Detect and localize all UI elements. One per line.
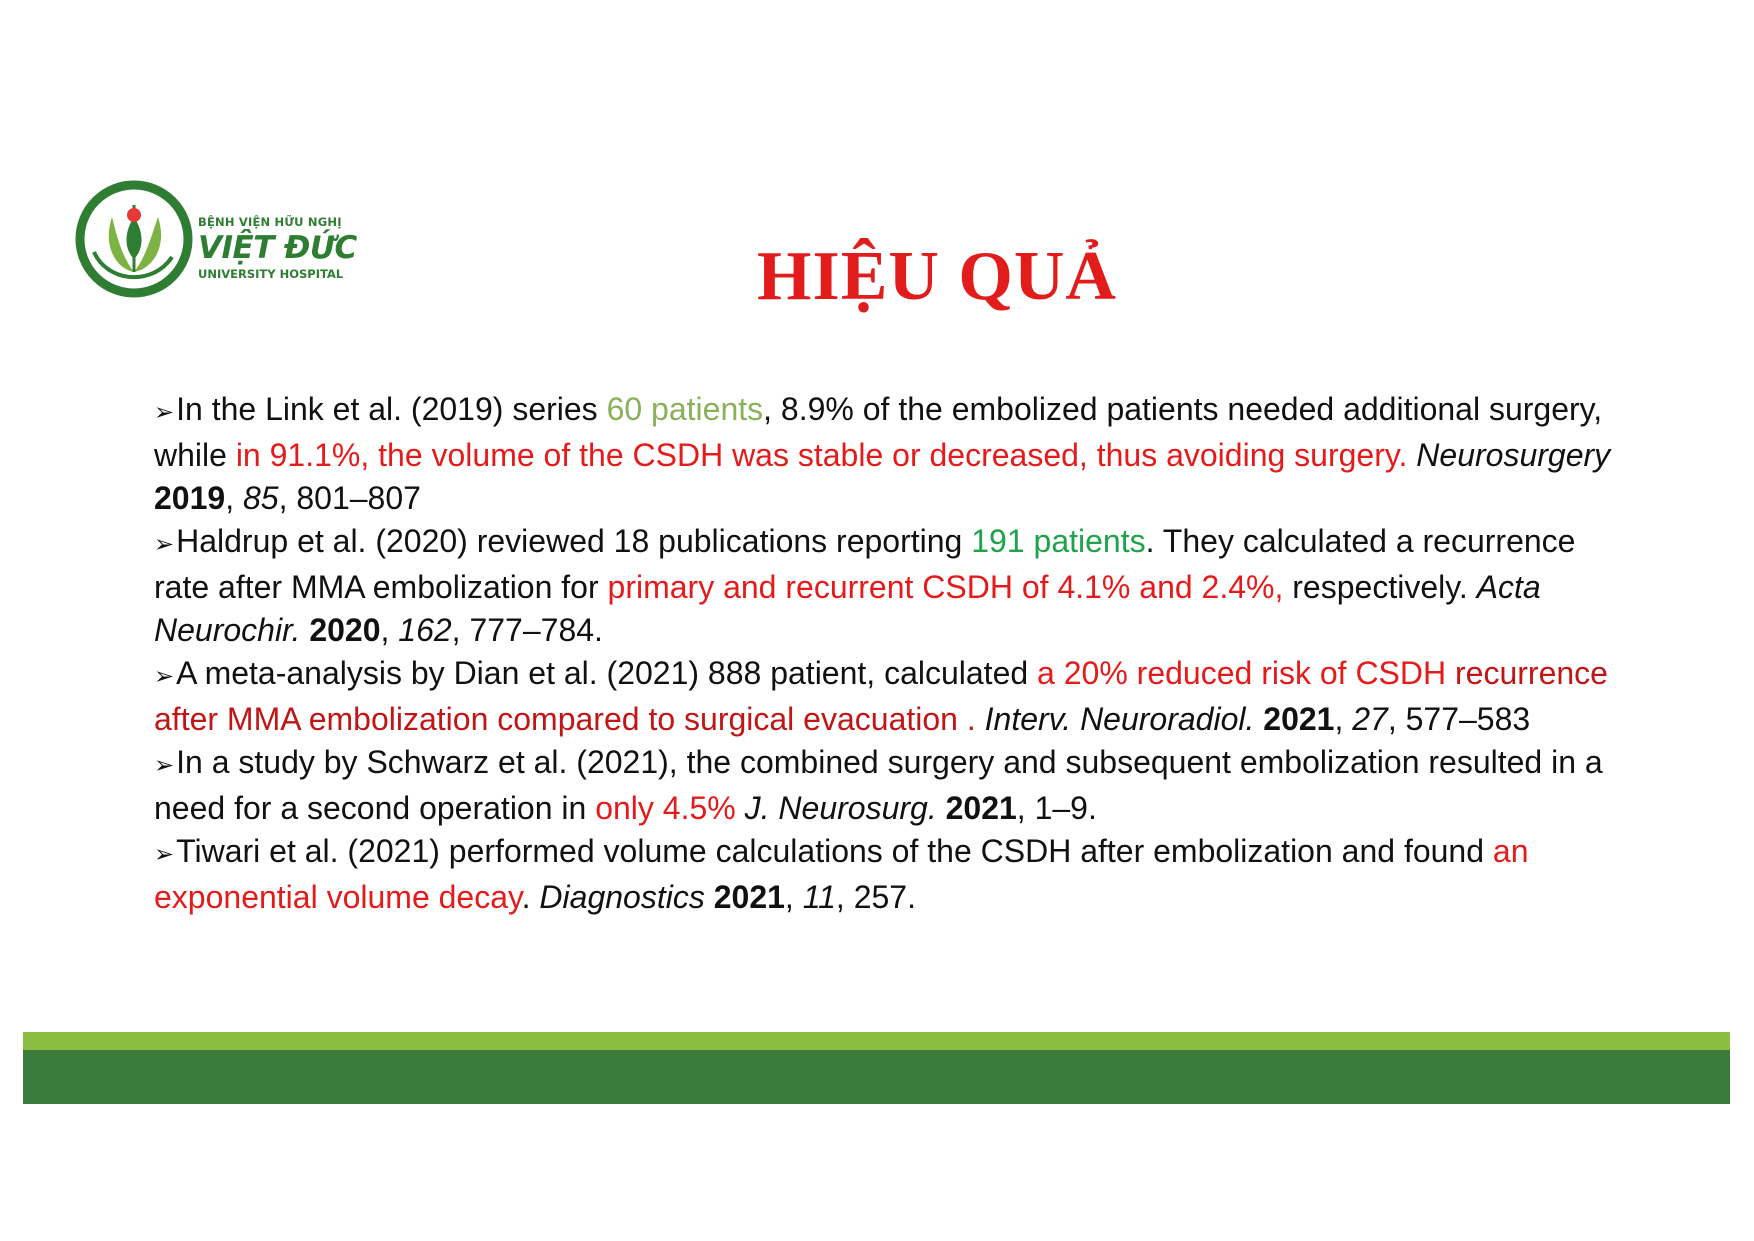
footer-band-dark bbox=[23, 1050, 1730, 1104]
list-item: ➢In a study by Schwarz et al. (2021), the combined surgery and subsequent embolization resulted in a need for a second operation in only 4.5% J. Neurosurg. 2021, 1–9. bbox=[154, 744, 1603, 826]
arrow-bullet-icon: ➢ bbox=[154, 841, 175, 868]
logo-line-3: UNIVERSITY HOSPITAL bbox=[198, 267, 344, 281]
footer-band-light bbox=[23, 1032, 1730, 1050]
list-item: ➢In the Link et al. (2019) series 60 patients, 8.9% of the embolized patients needed additional surgery, while in 91.1%, the volume of the CSDH was stable or decreased, thus avoiding surgery. Neurosurgery 2019, 85, 801–807 bbox=[154, 391, 1611, 516]
logo-line-2: VIỆT ĐỨC bbox=[198, 230, 357, 266]
list-item: ➢A meta-analysis by Dian et al. (2021) 888 patient, calculated a 20% reduced risk of CSDH recurrence after MMA embolization compared to surgical evacuation . Interv. Neuroradiol. 2021, 27, 577–583 bbox=[154, 655, 1608, 737]
bullet-list bbox=[154, 388, 1614, 919]
arrow-bullet-icon: ➢ bbox=[154, 752, 175, 779]
logo-line-1: BỆNH VIỆN HỮU NGHỊ bbox=[198, 215, 342, 229]
page-title: HIỆU QUẢ bbox=[757, 238, 1117, 315]
arrow-bullet-icon: ➢ bbox=[154, 663, 175, 690]
arrow-bullet-icon: ➢ bbox=[154, 399, 175, 426]
arrow-bullet-icon: ➢ bbox=[154, 531, 175, 558]
list-item: ➢Tiwari et al. (2021) performed volume calculations of the CSDH after embolization and found an exponential volume decay. Diagnostics 2021, 11, 257. bbox=[154, 833, 1529, 915]
list-item: ➢Haldrup et al. (2020) reviewed 18 publications reporting 191 patients. They calculated a recurrence rate after MMA embolization for primary and recurrent CSDH of 4.1% and 2.4%, respectively. Acta Neurochir. 2020, 162, 777–784. bbox=[154, 523, 1576, 648]
